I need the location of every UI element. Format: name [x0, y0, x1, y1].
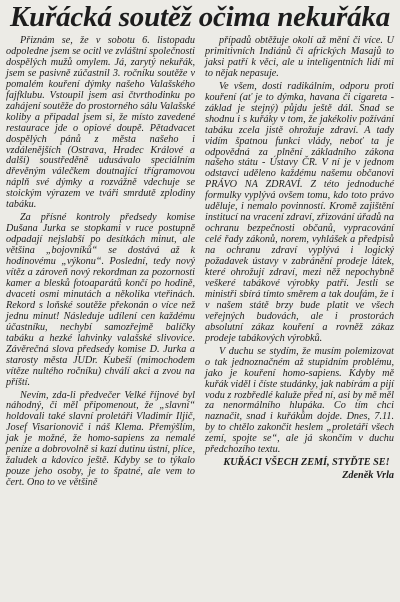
paragraph: Nevím, zda-li předvečer Velké říjnové byl náhodný, či měl připomenout, že „slavní“ holdovali také slavní proletáři Vladimír Iljič, Josef Visarionovič i náš Klema. Přemýšlím, jak je možné, že homo-sapiens za nemalé peníze a dobrovolně si kazí dutinu ústní, plíce, žaludek a kdovíco ještě. Kdyby se to týkalo pouze jeho osoby, je to špatné, ale vem to čert. Ono to ve většině — [6, 389, 195, 489]
article-body — [6, 36, 394, 489]
paragraph: Ve všem, dosti radikálním, odporu proti kouření (ať je to dýmka, havana či cigareta - základ je stejný) půjdu ještě dál. Snad se shodnu i s kuřáky v tom, že jakékoliv požívání tabáku zcela jistě ohrožuje zdraví. A tady vidím špatnou funkci vlády, neboť ta je odpovědná za plnění základního zákona našeho státu - Ústavy ČR. V ní je v jednom odstavci uděleno každému našemu občanovi PRÁVO NA ZDRAVÍ. Z této jednoduché formulky vyplývá ovšem tomu, kdo toto právo uděluje, i nemalo povinností. Kromě zajištění institucí na vracení zdraví, zřizování úřadů na ochranu bezpečnosti občanů, vypracování celé řady zákonů, norem, vyhlášek a předpisů na ochranu zdraví vyplývá i logický požadavek ústavy v zabránění prodeje látek, které ohrožují zdraví, mezi něž nepochybně veškeré tabákové výrobky patří. Jestli se ministři sbírá tímto směrem a tak doufám, že i v našem státě brzy bude platit ve všech veřejných budovách, ale i prostorách absolutní zákaz kouření a rovněž zákaz prodeje tabákových výrobků. — [205, 80, 394, 344]
left-column — [6, 36, 195, 489]
paragraph: V duchu se stydím, že musím polemizovat o tak jednoznačném až stupidním problému, jako je kouření homo-sapiens. Kdyby mě kuřák viděl i číste studánky, jak nabírám a pijí vodu z rozbředlé kaluže před ní, asi by mě měl za nenormálního hlupáka. Co tím chci naznačit, snad i kuřákům dojde. Dnes, 7.11. by to chtělo zakončit heslem „proletáři všech zemí, spojte se“, ale já skončím v duchu předchozího textu. — [205, 345, 394, 456]
paragraph: Za přísné kontroly předsedy komise Dušana Jurka se stopkami v ruce postupně odpadají nejslabší po desítkách minut, ale většina „bojovníků“ se dostává až k hodinovému „výkonu“. Poslední, tedy nový vítěz a zároveň nový rekordman za pozornosti kamer a blesků fotoaparátů končí po hodině, dvaceti osmi minutách a několika vteřinách. Rekord s loňské soutěže překonán o více než jednu minut! Následuje udílení cen každému účastníku, nechybí samozřejmě balíčky tabáku a hezké lahvinky valašské slivovice. Závěrečná slova předsedy komise D. Jurka a starosty města JUDr. Kubeší (mimochodem vítěze nultého ročníku) chválí akci a zvou na příští. — [6, 212, 195, 388]
closing-slogan: KUŘÁCI VŠECH ZEMÍ, STYĎTE SE! — [223, 457, 390, 469]
paragraph: případů obtěžuje okolí až mění či více. U primitivních Indiánů či afrických Masajů to jaksi patří k věci, ale u inteligentních lidí mi to nějak nepasuje. — [205, 35, 394, 79]
article-title: Kuřácká soutěž očima nekuřáka — [9, 1, 391, 33]
paragraph: Přiznám se, že v sobotu 6. listopadu odpoledne jsem se ocitl ve zvláštní společnosti dospělých mužů omylem. Já, zarytý nekuřák, jsem se pasivně zúčastnil 3. ročníku soutěže v pomalém kouření dýmky našeho Valašského fajfklubu. Vstoupil jsem asi čtvrthodinku po zahájení soutěže do prostorného sálu Valašské koliby a připadal jsem si, že místo zavedené restaurace jde o opiové doupě. Pětadvacet dospělých pánů z města našeho i vzdálenějších (Ostrava, Hradec Králové a další) soustředěně udusávalo speciálním dřevěným válečkem doutnající třígramovou náplň své dýmky a rozvážně vdechuje se stoickým výrazem ve tváři smrdutě zplodiny tabáku. — [6, 35, 195, 211]
right-column — [205, 36, 394, 482]
author-signature: Zdeněk Vrla — [342, 470, 394, 482]
